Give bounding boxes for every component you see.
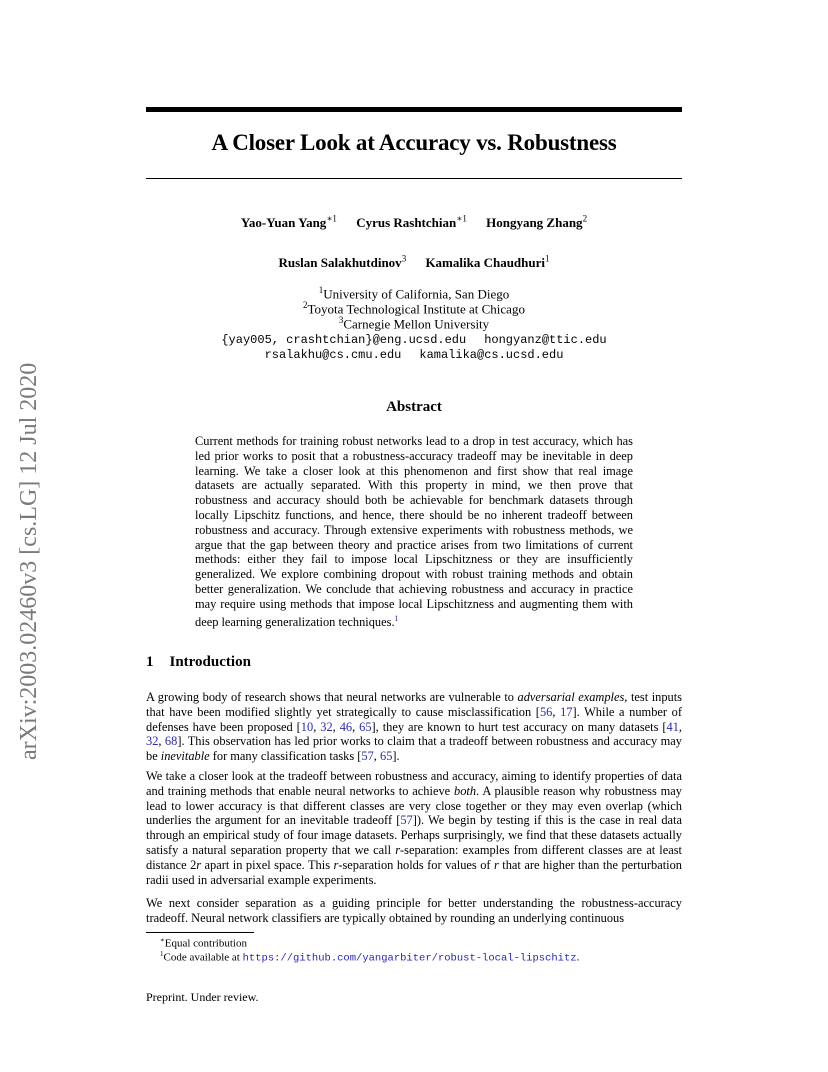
abstract-heading: Abstract	[386, 399, 442, 415]
authors-line-2	[146, 254, 682, 271]
citation-link[interactable]: 56	[539, 704, 553, 719]
email: hongyanz@ttic.edu	[484, 333, 607, 347]
email: rsalakhu@cs.cmu.edu	[264, 348, 402, 362]
citation-link[interactable]: 65	[380, 749, 393, 764]
preprint-note: Preprint. Under review.	[146, 990, 259, 1004]
footnote-marker[interactable]: 1	[394, 613, 399, 623]
citation-link[interactable]: 32	[320, 719, 333, 734]
affiliation: $^2$Toyota Technological Institute at Chicago	[303, 300, 525, 317]
arxiv-stamp: arXiv:2003.02460v3 [cs.LG] 12 Jul 2020	[16, 362, 42, 760]
intro-paragraph-2: We take a closer look at the tradeoff between robustness and accuracy, aiming to identify properties of data and training methods that enable neural networks to achieve both. A plausible reason why robustness may lead to lower accuracy is that different classes are very close together or they may even overlap (which underlies the argument for an inevitable tradeoff [57]). We begin by testing if this is the case in real data through an empirical study of four image datasets. Perhaps surprisingly, we find that these datasets actually satisfy a natural separation property that we call r-separation: examples from different classes are at least distance 2r apart in pixel space. This r-separation holds for values of r that are higher than the perturbation radii used in adversarial example experiments.	[146, 769, 683, 887]
citation-link[interactable]: 65	[359, 719, 372, 734]
citation-link[interactable]: 57	[400, 813, 413, 828]
authors-line-1	[146, 214, 682, 231]
section-heading: 1 Introduction	[146, 654, 251, 670]
author: Yao-Yuan Yang$^{∗1}$	[240, 214, 337, 231]
title-rule-bottom	[146, 178, 682, 179]
code-url-link[interactable]: https://github.com/yangarbiter/robust-local-lipschitz	[242, 952, 577, 965]
author: Cyrus Rashtchian$^{∗1}$	[356, 214, 467, 231]
emails-line-2	[146, 346, 682, 362]
email: {yay005, crashtchian}@eng.ucsd.edu	[221, 333, 467, 347]
author: Hongyang Zhang$^2$	[486, 214, 588, 231]
citation-link[interactable]: 32	[146, 734, 159, 749]
emails-line-1	[146, 331, 682, 347]
intro-paragraph-1: A growing body of research shows that neural networks are vulnerable to adversarial examples, test inputs that have been modified slightly yet strategically to cause misclassification [56, 17]. While a number of defenses have been proposed [10, 32, 46, 65], they are known to hurt test accuracy on many datasets [41, 32, 68]. This observation has led prior works to claim that a tradeoff between robustness and accuracy may be inevitable for many classification tasks [57, 65].	[146, 690, 683, 764]
intro-paragraph-3: We next consider separation as a guiding principle for better understanding the robustness-accuracy tradeoff. Neural network classifiers are typically obtained by rounding an underlying continuous	[146, 896, 682, 925]
affiliation: $^3$Carnegie Mellon University	[338, 315, 490, 332]
citation-link[interactable]: 68	[164, 734, 178, 749]
paper-title: A Closer Look at Accuracy vs. Robustness	[211, 130, 617, 155]
abstract-body: Current methods for training robust networks lead to a drop in test accuracy, which has led prior works to posit that a robustness-accuracy tradeoff may be inevitable in deep learning. We take a closer look at this phenomenon and first show that real image datasets are actually separated. With this property in mind, we then prove that robustness and accuracy should both be achievable for benchmark datasets through locally Lipschitz functions, and hence, there should be no inherent tradeoff between robustness and accuracy. Through extensive experiments with robustness methods, we argue that the gap between theory and practice arises from two limitations of current methods: either they fail to impose local Lipschitzness or they are insufficiently generalized. We explore combining dropout with robust training methods and obtain better generalization. We conclude that achieving robustness and accuracy in practice may require using methods that impose local Lipschitzness and augmenting them with deep learning generalization techniques.$^1$	[195, 434, 633, 629]
citation-link[interactable]: 46	[339, 719, 353, 734]
citation-link[interactable]: 17	[560, 704, 573, 719]
email: kamalika@cs.ucsd.edu	[419, 348, 564, 362]
author: Ruslan Salakhutdinov$^3$	[278, 254, 407, 271]
citation-link[interactable]: 57	[361, 749, 374, 764]
citation-link[interactable]: 10	[300, 719, 314, 734]
footnote: ∗Equal contribution	[160, 936, 247, 950]
footnote: $^1$Code available at https://github.com/yangarbiter/robust-local-lipschitz.	[160, 950, 580, 965]
citation-link[interactable]: 41	[666, 719, 679, 734]
affiliation: $^1$University of California, San Diego	[318, 285, 510, 302]
author: Kamalika Chaudhuri$^1$	[425, 254, 550, 271]
footnote-rule	[146, 932, 254, 933]
title-rule-top	[146, 107, 682, 112]
